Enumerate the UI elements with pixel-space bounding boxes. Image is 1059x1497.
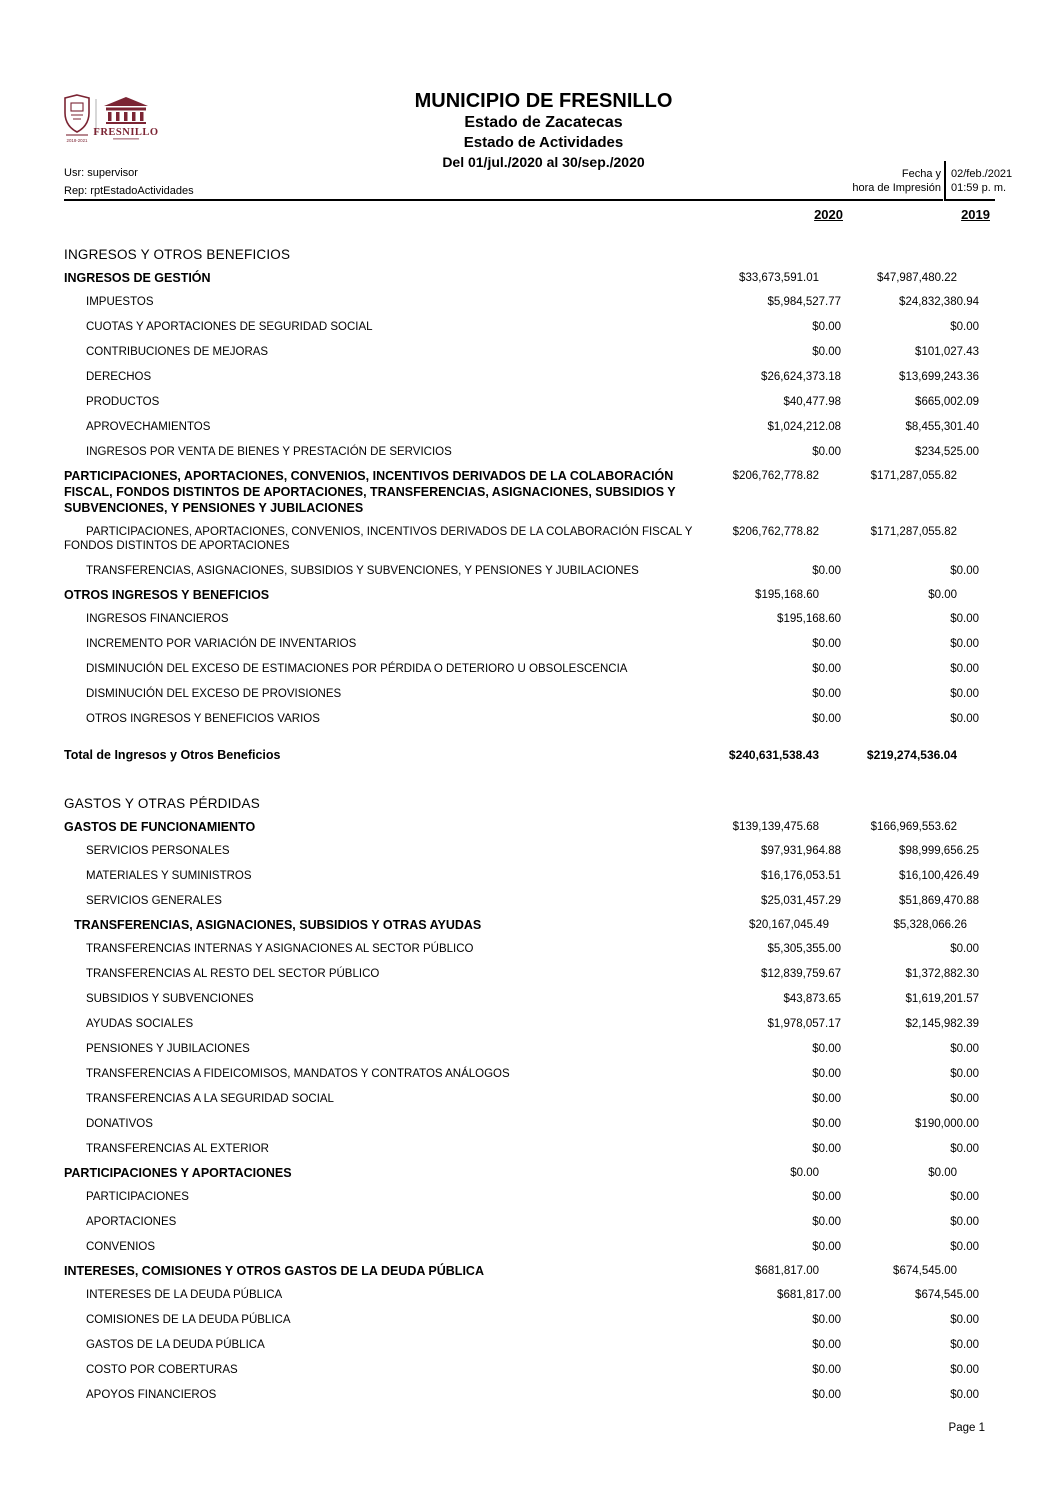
amount-2020: $0.00 [812,1142,841,1155]
amount-2020: $16,176,053.51 [761,869,841,882]
amount-2020: $0.00 [812,1092,841,1105]
row-label: INGRESOS FINANCIEROS [86,612,229,625]
table-row [64,913,990,936]
row-label: APORTACIONES [86,1215,177,1228]
row-label: COMISIONES DE LA DEUDA PÚBLICA [86,1313,291,1326]
amount-2020: $206,762,778.82 [732,525,819,538]
amount-2020: $26,624,373.18 [761,370,841,383]
user-label: Usr: supervisor [64,167,138,179]
amount-2019: $0.00 [950,712,979,725]
report-header [0,0,1059,243]
amount-2019: $0.00 [950,1215,979,1228]
amount-2020: $5,305,355.00 [767,942,841,955]
amount-2019: $0.00 [928,588,957,601]
row-label: GASTOS DE LA DEUDA PÚBLICA [86,1338,265,1351]
amount-2019: $1,619,201.57 [905,992,979,1005]
amount-2019: $0.00 [950,942,979,955]
amount-2019: $13,699,243.36 [899,370,979,383]
amount-2020: $0.00 [812,1042,841,1055]
table-row [64,863,990,888]
amount-2019: $1,372,882.30 [905,967,979,980]
table-row [64,815,990,838]
row-label: PARTICIPACIONES Y APORTACIONES [64,1165,292,1180]
table-row [64,1161,990,1184]
amount-2020: $206,762,778.82 [732,469,819,482]
table-row [64,339,990,364]
amount-2020: $195,168.60 [777,612,841,625]
row-label: DISMINUCIÓN DEL EXCESO DE ESTIMACIONES POR PÉRDIDA O DETERIORO U OBSOLESCENCIA [86,662,628,675]
row-label: TRANSFERENCIAS AL RESTO DEL SECTOR PÚBLICO [86,967,380,980]
amount-2020: $681,817.00 [755,1264,819,1277]
amount-2019: $101,027.43 [915,345,979,358]
row-label: INGRESOS Y OTROS BENEFICIOS [64,247,291,262]
amount-2019: $0.00 [950,1363,979,1376]
amount-2019: $0.00 [950,1338,979,1351]
amount-2019: $16,100,426.49 [899,869,979,882]
print-datetime-value [951,168,1012,195]
amount-2020: $25,031,457.29 [761,894,841,907]
amount-2020: $5,984,527.77 [767,295,841,308]
row-label: INGRESOS DE GESTIÓN [64,270,211,285]
page-title: MUNICIPIO DE FRESNILLO [414,90,673,112]
table-row [64,743,990,768]
amount-2019: $0.00 [950,320,979,333]
amount-2019: $8,455,301.40 [905,420,979,433]
amount-2019: $0.00 [928,1166,957,1179]
amount-2020: $0.00 [812,564,841,577]
header-rule [64,199,943,201]
amount-2020: $97,931,964.88 [761,844,841,857]
table-row [64,1307,990,1332]
row-label: PARTICIPACIONES, APORTACIONES, CONVENIOS, INCENTIVOS DERIVADOS DE LA COLABORACIÓN FISCAL, FONDOS DISTINTOS DE APORTACIONES, TRANSFERENCIAS, ASIGNACIONES, SUBSIDIOS Y SUBVENCIONES, Y PENSIONES Y JUBILACIONES [64,468,676,515]
amount-2019: $24,832,380.94 [899,295,979,308]
table-row [64,389,990,414]
amount-2020: $0.00 [812,345,841,358]
logo-brand-text: FRESNILLO [93,127,159,138]
amount-2019: $0.00 [950,1092,979,1105]
table-row [64,414,990,439]
amount-2019: $0.00 [950,662,979,675]
row-label: TRANSFERENCIAS A FIDEICOMISOS, MANDATOS Y CONTRATOS ANÁLOGOS [86,1067,510,1080]
row-label: TRANSFERENCIAS INTERNAS Y ASIGNACIONES AL SECTOR PÚBLICO [86,942,474,955]
table-row [64,681,990,706]
amount-2020: $0.00 [812,1240,841,1253]
row-label: TRANSFERENCIAS A LA SEGURIDAD SOCIAL [86,1092,334,1105]
amount-2020: $1,978,057.17 [767,1017,841,1030]
table-row [64,519,990,558]
table-row [64,1061,990,1086]
table-row [64,364,990,389]
table-row [64,243,990,266]
row-label: IMPUESTOS [86,295,154,308]
row-label: OTROS INGRESOS Y BENEFICIOS VARIOS [86,712,320,725]
amount-2020: $195,168.60 [755,588,819,601]
table-row [64,266,990,289]
amount-2019: $98,999,656.25 [899,844,979,857]
amount-2019: $0.00 [950,687,979,700]
amount-2020: $681,817.00 [777,1288,841,1301]
table-row [64,888,990,913]
table-row [64,936,990,961]
row-label: GASTOS DE FUNCIONAMIENTO [64,819,256,834]
amount-2020: $0.00 [812,445,841,458]
amount-2019: $0.00 [950,612,979,625]
print-label-line2: hora de Impresión [852,181,941,194]
table-row [64,314,990,339]
amount-2019: $166,969,553.62 [870,820,957,833]
amount-2019: $0.00 [950,637,979,650]
report-period: Del 01/jul./2020 al 30/sep./2020 [442,154,645,170]
table-row [64,1011,990,1036]
row-label: Total de Ingresos y Otros Beneficios [64,748,281,762]
report-id-label: Rep: rptEstadoActividades [64,185,194,197]
row-label: PARTICIPACIONES, APORTACIONES, CONVENIOS, INCENTIVOS DERIVADOS DE LA COLABORACIÓN FISCAL Y FONDOS DISTINTOS DE APORTACIONES [64,525,693,552]
print-datetime-label [852,168,941,195]
table-row [64,289,990,314]
table-row [64,656,990,681]
amount-2020: $0.00 [812,687,841,700]
table-row [64,583,990,606]
row-label: MATERIALES Y SUMINISTROS [86,869,252,882]
table-row [64,792,990,815]
table-row [64,1332,990,1357]
amount-2019: $0.00 [950,1190,979,1203]
amount-2020: $20,167,045.49 [749,918,829,931]
amount-2019: $171,287,055.82 [870,525,957,538]
table-row [64,1259,990,1282]
table-row [64,1234,990,1259]
amount-2019: $51,869,470.88 [899,894,979,907]
row-label: DISMINUCIÓN DEL EXCESO DE PROVISIONES [86,687,342,700]
row-label: INTERESES, COMISIONES Y OTROS GASTOS DE LA DEUDA PÚBLICA [64,1263,484,1278]
row-label: PENSIONES Y JUBILACIONES [86,1042,250,1055]
table-row [64,1136,990,1161]
title-block [14,90,1059,172]
amount-2020: $0.00 [812,712,841,725]
amount-2020: $0.00 [812,1363,841,1376]
amount-2020: $12,839,759.67 [761,967,841,980]
row-label: TRANSFERENCIAS AL EXTERIOR [86,1142,269,1155]
amount-2020: $43,873.65 [783,992,841,1005]
vertical-divider [944,161,946,201]
page-number: Page 1 [948,1422,985,1434]
table-row [64,1086,990,1111]
amount-2019: $171,287,055.82 [870,469,957,482]
amount-2019: $2,145,982.39 [905,1017,979,1030]
amount-2019: $0.00 [950,1067,979,1080]
table-row [64,1111,990,1136]
table-row [64,1357,990,1382]
amount-2019: $190,000.00 [915,1117,979,1130]
print-time: 01:59 p. m. [951,181,1007,194]
amount-2020: $0.00 [812,1313,841,1326]
amount-2020: $240,631,538.43 [728,748,819,762]
amount-2019: $234,525.00 [915,445,979,458]
amount-2019: $0.00 [950,1142,979,1155]
table-row [64,631,990,656]
print-label-line1: Fecha y [901,168,941,180]
amount-2019: $665,002.09 [915,395,979,408]
report-name: Estado de Actividades [463,134,624,151]
table-row [64,558,990,583]
header-rule-right [946,199,995,201]
amount-2020: $0.00 [812,1388,841,1401]
amount-2020: $0.00 [812,1117,841,1130]
row-label: PRODUCTOS [86,395,160,408]
column-headers [64,207,990,222]
row-label: CONVENIOS [86,1240,156,1253]
row-label: SERVICIOS GENERALES [86,894,222,907]
table-row [64,986,990,1011]
row-label: INCREMENTO POR VARIACIÓN DE INVENTARIOS [86,637,357,650]
row-label: COSTO POR COBERTURAS [86,1363,238,1376]
row-label: TRANSFERENCIAS, ASIGNACIONES, SUBSIDIOS Y OTRAS AYUDAS [74,917,482,932]
row-label: TRANSFERENCIAS, ASIGNACIONES, SUBSIDIOS Y SUBVENCIONES, Y PENSIONES Y JUBILACIONES [86,564,639,577]
row-label: INGRESOS POR VENTA DE BIENES Y PRESTACIÓN DE SERVICIOS [86,445,452,458]
table-row [64,606,990,631]
row-label: SERVICIOS PERSONALES [86,844,230,857]
amount-2019: $0.00 [950,1042,979,1055]
amount-2019: $0.00 [950,1240,979,1253]
amount-2020: $0.00 [812,1215,841,1228]
table-row [64,439,990,464]
amount-2020: $1,024,212.08 [767,420,841,433]
row-label: OTROS INGRESOS Y BENEFICIOS [64,587,270,602]
table-row [64,706,990,731]
column-header-2020: 2020 [814,207,843,222]
row-label: PARTICIPACIONES [86,1190,189,1203]
amount-2019: $674,545.00 [915,1288,979,1301]
table-row [64,1184,990,1209]
svg-text:2018-2021: 2018-2021 [66,138,88,143]
row-label: DERECHOS [86,370,152,383]
statement-rows [64,243,990,1407]
amount-2020: $33,673,591.01 [739,271,819,284]
row-label: AYUDAS SOCIALES [86,1017,194,1030]
print-date: 02/feb./2021 [951,168,1013,180]
amount-2019: $47,987,480.22 [877,271,957,284]
amount-2020: $40,477.98 [783,395,841,408]
amount-2020: $0.00 [812,1338,841,1351]
row-label: APOYOS FINANCIEROS [86,1388,217,1401]
row-label: CUOTAS Y APORTACIONES DE SEGURIDAD SOCIAL [86,320,373,333]
table-row [64,961,990,986]
row-label: CONTRIBUCIONES DE MEJORAS [86,345,269,358]
row-label: GASTOS Y OTRAS PÉRDIDAS [64,796,260,811]
column-header-2019: 2019 [961,207,990,222]
table-row [64,464,990,519]
table-row [64,1282,990,1307]
table-row [64,1209,990,1234]
row-label: APROVECHAMIENTOS [86,420,211,433]
table-row [64,1036,990,1061]
amount-2020: $139,139,475.68 [732,820,819,833]
amount-2019: $0.00 [950,564,979,577]
amount-2020: $0.00 [812,662,841,675]
amount-2020: $0.00 [812,637,841,650]
state-subtitle: Estado de Zacatecas [464,114,623,131]
amount-2020: $0.00 [812,1190,841,1203]
amount-2019: $0.00 [950,1388,979,1401]
table-row [64,838,990,863]
amount-2020: $0.00 [812,1067,841,1080]
row-label: DONATIVOS [86,1117,153,1130]
amount-2020: $0.00 [790,1166,819,1179]
amount-2019: $219,274,536.04 [866,748,957,762]
amount-2020: $0.00 [812,320,841,333]
amount-2019: $674,545.00 [893,1264,957,1277]
row-label: SUBSIDIOS Y SUBVENCIONES [86,992,254,1005]
amount-2019: $5,328,066.26 [893,918,967,931]
table-row [64,1382,990,1407]
amount-2019: $0.00 [950,1313,979,1326]
row-label: INTERESES DE LA DEUDA PÚBLICA [86,1288,283,1301]
